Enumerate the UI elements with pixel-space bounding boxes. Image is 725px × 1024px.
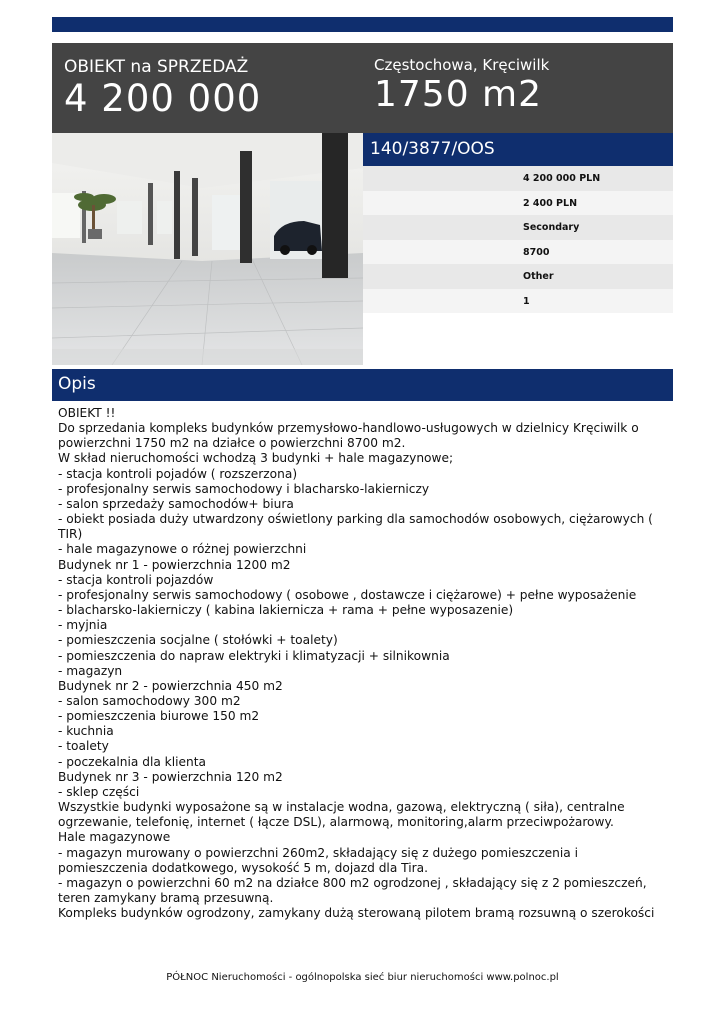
detail-value: Other bbox=[523, 271, 554, 282]
description-line: Do sprzedania kompleks budynków przemysłowo-handlowo-usługowych w dzielnicy Kręciwilk o bbox=[58, 421, 639, 436]
property-photo bbox=[52, 133, 363, 365]
description-line: W skład nieruchomości wchodzą 3 budynki + hale magazynowe; bbox=[58, 451, 454, 466]
listing-header bbox=[52, 43, 673, 133]
reference-bar bbox=[363, 133, 673, 166]
description-line: - obiekt posiada duży utwardzony oświetlony parking dla samochodów osobowych, ciężarowych ( bbox=[58, 512, 653, 527]
description-line: - magazyn murowany o powierzchni 260m2, składający się z dużego pomieszczenia i bbox=[58, 845, 579, 860]
offer-type: OBIEKT na SPRZEDAŻ bbox=[64, 57, 249, 77]
details-table bbox=[363, 166, 673, 313]
section-header bbox=[52, 369, 673, 401]
description-line: powierzchni 1750 m2 na działce o powierzchni 8700 m2. bbox=[58, 436, 406, 451]
description-line: OBIEKT !! bbox=[58, 406, 116, 420]
section-title: Opis bbox=[58, 374, 96, 394]
description bbox=[58, 406, 668, 921]
description-line: - stacja kontroli pojadów ( rozszerzona) bbox=[58, 466, 298, 481]
description-line: - profesjonalny serwis samochodowy i blacharsko-lakierniczy bbox=[58, 481, 430, 496]
detail-row bbox=[363, 289, 673, 314]
description-line: - kuchnia bbox=[58, 724, 114, 739]
description-line: - blacharsko-lakierniczy ( kabina lakiernicza + rama + pełne wyposazenie) bbox=[58, 603, 514, 618]
description-line: Budynek nr 3 - powierzchnia 120 m2 bbox=[58, 769, 283, 784]
detail-value: 4 200 000 PLN bbox=[523, 173, 601, 184]
detail-row bbox=[363, 166, 673, 191]
description-line: - myjnia bbox=[58, 618, 108, 633]
detail-value: 8700 bbox=[523, 246, 550, 258]
area: 1750 m2 bbox=[374, 74, 543, 115]
description-line: Wszystkie budynki wyposażone są w instalacje wodna, gazową, elektryczną ( siła), centralne bbox=[58, 800, 625, 815]
description-line: - pomieszczenia do napraw elektryki i klimatyzacji + silnikownia bbox=[58, 648, 450, 663]
detail-row bbox=[363, 240, 673, 265]
detail-value: 2 400 PLN bbox=[523, 197, 578, 209]
description-line: - poczekalnia dla klienta bbox=[58, 754, 206, 769]
description-line: - salon sprzedaży samochodów+ biura bbox=[58, 496, 294, 511]
description-line: - magazyn bbox=[58, 663, 123, 678]
description-line: Kompleks budynków ogrodzony, zamykany dużą sterowaną pilotem bramą rozsuwną o szerokości bbox=[58, 906, 655, 921]
description-line: - stacja kontroli pojazdów bbox=[58, 572, 214, 587]
detail-value: 1 bbox=[523, 295, 530, 307]
description-line: - profesjonalny serwis samochodowy ( osobowe , dostawcze i ciężarowe) + pełne wyposażenie bbox=[58, 587, 637, 602]
top-bar bbox=[52, 17, 673, 32]
description-line: - salon samochodowy 300 m2 bbox=[58, 693, 241, 708]
detail-value: Secondary bbox=[523, 222, 580, 233]
detail-row bbox=[363, 264, 673, 289]
description-line: Budynek nr 2 - powierzchnia 450 m2 bbox=[58, 678, 283, 693]
description-line: - hale magazynowe o różnej powierzchni bbox=[58, 542, 307, 557]
description-line: pomieszczenia dodatkowego, wysokość 5 m, dojazd dla Tira. bbox=[58, 860, 428, 875]
description-line: ogrzewanie, telefonię, internet ( łącze DSL), alarmową, monitoring,alarm przeciwpożarowy. bbox=[58, 815, 614, 830]
description-line: - sklep części bbox=[58, 784, 140, 799]
description-line: - pomieszczenia biurowe 150 m2 bbox=[58, 709, 260, 724]
location: Częstochowa, Kręciwilk bbox=[374, 56, 550, 74]
reference-number: 140/3877/OOS bbox=[370, 139, 495, 159]
detail-row bbox=[363, 191, 673, 216]
detail-row bbox=[363, 215, 673, 240]
description-line: - magazyn o powierzchni 60 m2 na działce 800 m2 ogrodzonej , składający się z 2 pomieszczeń, bbox=[58, 875, 647, 890]
footer-text: PÓŁNOC Nieruchomości - ogólnopolska sieć biur nieruchomości www.polnoc.pl bbox=[166, 972, 559, 983]
description-line: Hale magazynowe bbox=[58, 830, 171, 845]
description-line: - pomieszczenia socjalne ( stołówki + toalety) bbox=[58, 633, 338, 648]
description-line: teren zamykany bramą przesuwną. bbox=[58, 891, 274, 905]
description-line: Budynek nr 1 - powierzchnia 1200 m2 bbox=[58, 557, 291, 572]
description-line: TIR) bbox=[58, 527, 83, 542]
price: 4 200 000 bbox=[64, 77, 262, 120]
description-line: - toalety bbox=[58, 739, 109, 754]
